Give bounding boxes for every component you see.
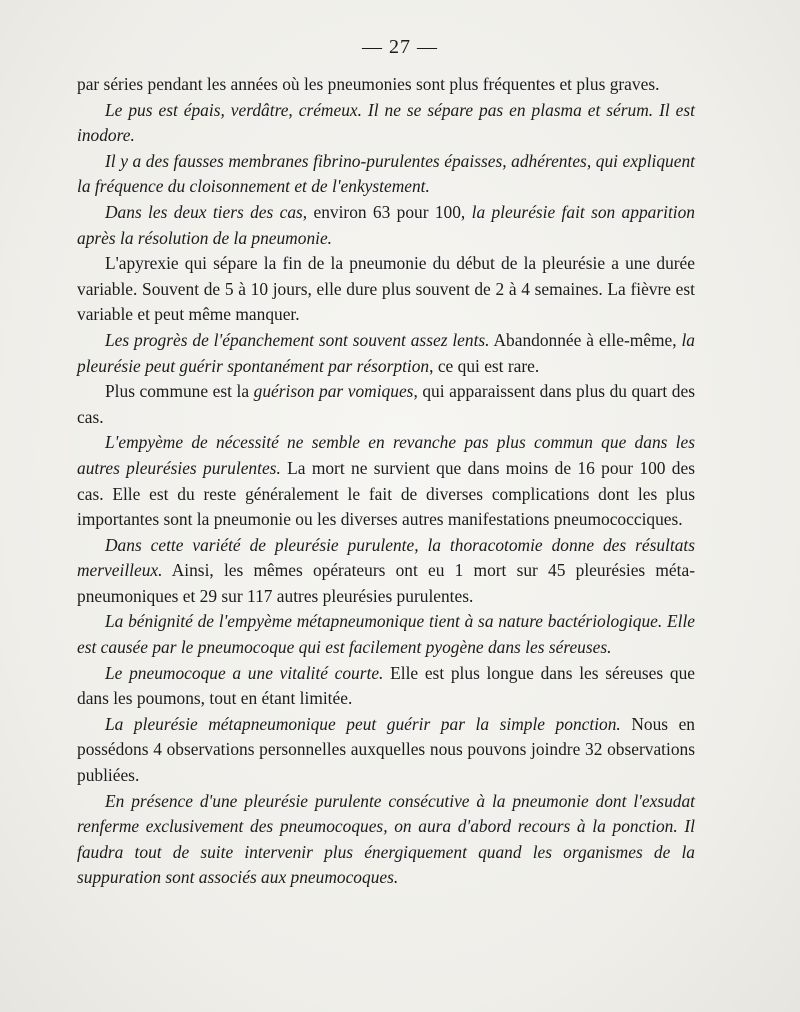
italic-text: guérison par vomiques (253, 381, 414, 402)
italic-text: Les progrès de l'épanchement sont souvent assez lents. (105, 329, 490, 350)
paragraph (77, 328, 695, 379)
text-segment: Nous en possédons 4 observations personnelles auxquelles nous pouvons joindre 32 observations publiées. (77, 713, 696, 786)
paragraph (77, 72, 695, 98)
paragraph (77, 661, 695, 712)
text-segment: Elle est plus longue dans les séreuses que dans les poumons, tout en étant limitée. (77, 662, 695, 709)
text-segment: Abandonnée à elle-même, (489, 329, 682, 350)
text-segment: , ce qui est rare. (429, 355, 540, 376)
text-segment: L'apyrexie qui sépare la fin de la pneumonie du début de la pleurésie a une durée variable. Souvent de 5 à 10 jours, elle dure plus souvent de 2 à 4 semaines. La fièvre est variable et peut même manquer. (77, 253, 695, 325)
text-segment: Plus commune est la (105, 381, 254, 402)
paragraph (77, 200, 695, 251)
italic-text: Le pneumocoque a une vitalité courte. (105, 662, 384, 683)
italic-text: Dans les deux tiers des cas (105, 201, 303, 222)
italic-text: Le pus est épais, verdâtre, crémeux. Il ne se sépare pas en plasma et sérum. Il est inodore. (77, 99, 695, 146)
paragraph (77, 149, 695, 200)
paragraph (77, 609, 695, 660)
paragraph (77, 251, 695, 328)
italic-text: La pleurésie métapneumonique peut guérir par la simple ponction. (105, 713, 621, 734)
text-segment: par séries pendant les années où les pneumonies sont plus fréquentes et plus graves. (77, 74, 660, 94)
italic-text: la pleurésie fait son apparition après la résolution de la pneumonie. (77, 201, 695, 248)
italic-text: La bénignité de l'empyème métapneumonique tient à sa nature bactériologique. Elle est causée par le pneumocoque qui est facilement pyogène dans les séreuses. (77, 611, 695, 658)
italic-text: En présence d'une pleurésie purulente consécutive à la pneumonie dont l'exsudat renferme exclusivement des pneumocoques, on aura d'abord recours à la ponction. Il faudra tout de suite intervenir plus énergiquement quand les organismes de la suppuration sont associés aux pneumocoques. (77, 790, 695, 888)
paragraph (77, 789, 695, 891)
text-segment: La mort ne survient que dans moins de 16 pour 100 des cas. Elle est du reste généralement le fait de diverses complications dont les plus importantes sont la pneumonie ou les diverses autres manifestations pneumococciques. (77, 457, 695, 530)
page-number: — 27 — (362, 36, 438, 58)
paragraph (77, 98, 695, 149)
page-body-text (77, 72, 695, 891)
paragraph (77, 533, 695, 610)
italic-text: la pleurésie peut guérir spontanément par résorption (77, 329, 695, 376)
italic-text: L'empyème de nécessité ne semble en revanche pas plus commun que dans les autres pleurésies purulentes. (77, 432, 695, 478)
text-segment: , environ 63 pour 100, (302, 201, 472, 222)
text-segment: , qui apparaissent dans plus du quart des cas. (77, 381, 695, 427)
paragraph (77, 379, 695, 430)
paragraph (77, 430, 695, 532)
paragraph (77, 712, 695, 789)
italic-text: Il y a des fausses membranes fibrino-purulentes épaisses, adhérentes, qui expliquent la fréquence du cloisonnement et de l'enkystement. (77, 150, 695, 197)
italic-text: Dans cette variété de pleurésie purulente, la thoracotomie donne des résultats merveilleux. (77, 534, 695, 581)
text-segment: Ainsi, les mêmes opérateurs ont eu 1 mort sur 45 pleurésies méta-pneumoniques et 29 sur 117 autres pleurésies purulentes. (77, 560, 695, 606)
